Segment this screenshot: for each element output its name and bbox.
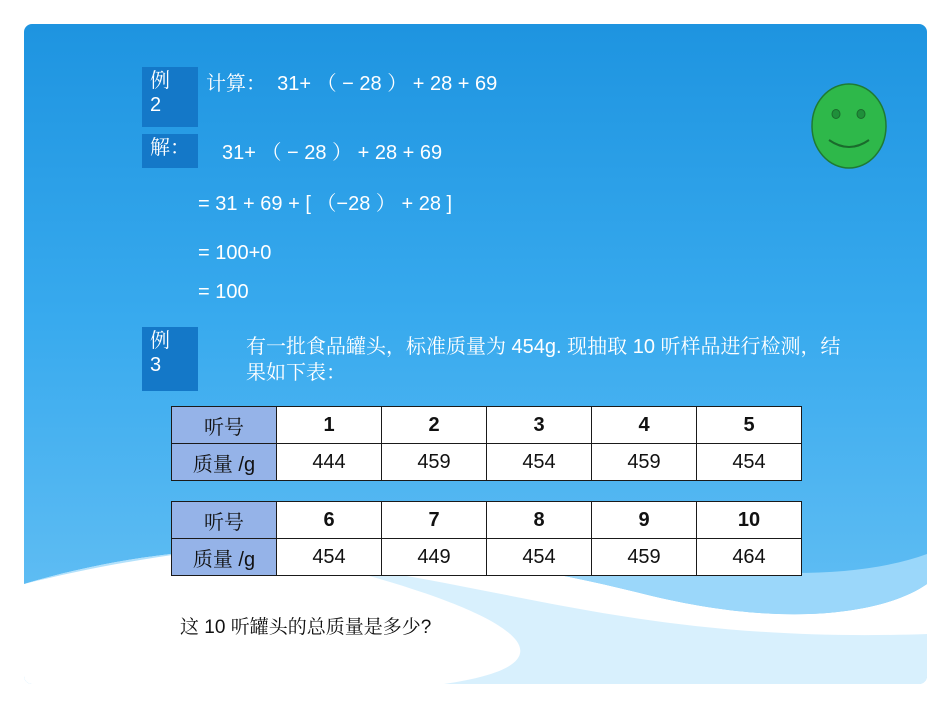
mass-table-1: [171, 406, 802, 481]
solution-step-3: = 100: [198, 281, 249, 303]
smiley-face-icon: [809, 82, 889, 170]
example-3-label: 例 3: [142, 327, 198, 391]
can-number: 5: [697, 407, 802, 444]
can-number: 10: [697, 502, 802, 539]
solution-step-2: = 100+0: [198, 242, 272, 264]
table-row: [172, 444, 802, 481]
solution-label: 解：: [142, 134, 198, 168]
table-row: [172, 539, 802, 576]
can-mass: 459: [592, 444, 697, 481]
example-3-problem: 有一批食品罐头，标准质量为 454g. 现抽取 10 听样品进行检测，结果如下表：: [246, 336, 841, 384]
row-header-number: 听号: [172, 407, 277, 444]
can-number: 1: [277, 407, 382, 444]
solution-step-1: = 31 + 69 + [ （−28 ） + 28 ]: [198, 193, 453, 215]
can-number: 7: [382, 502, 487, 539]
can-mass: 454: [697, 444, 802, 481]
question-text: 这 10 听罐头的总质量是多少?: [180, 617, 432, 638]
can-number: 4: [592, 407, 697, 444]
can-number: 6: [277, 502, 382, 539]
table-row: [172, 407, 802, 444]
can-mass: 454: [487, 444, 592, 481]
row-header-mass: 质量 /g: [172, 444, 277, 481]
can-mass: 454: [487, 539, 592, 576]
can-mass: 464: [697, 539, 802, 576]
can-mass: 449: [382, 539, 487, 576]
can-number: 8: [487, 502, 592, 539]
row-header-number: 听号: [172, 502, 277, 539]
can-number: 3: [487, 407, 592, 444]
can-mass: 459: [592, 539, 697, 576]
can-number: 9: [592, 502, 697, 539]
row-header-mass: 质量 /g: [172, 539, 277, 576]
example-2-label: 例 2: [142, 67, 198, 127]
can-mass: 444: [277, 444, 382, 481]
can-number: 2: [382, 407, 487, 444]
solution-line: 31+ （ − 28 ） + 28 + 69: [222, 142, 443, 164]
table-row: [172, 502, 802, 539]
can-mass: 454: [277, 539, 382, 576]
example-2-problem: 计算： 31+ （ − 28 ） + 28 + 69: [206, 73, 498, 95]
mass-table-2: [171, 501, 802, 576]
can-mass: 459: [382, 444, 487, 481]
